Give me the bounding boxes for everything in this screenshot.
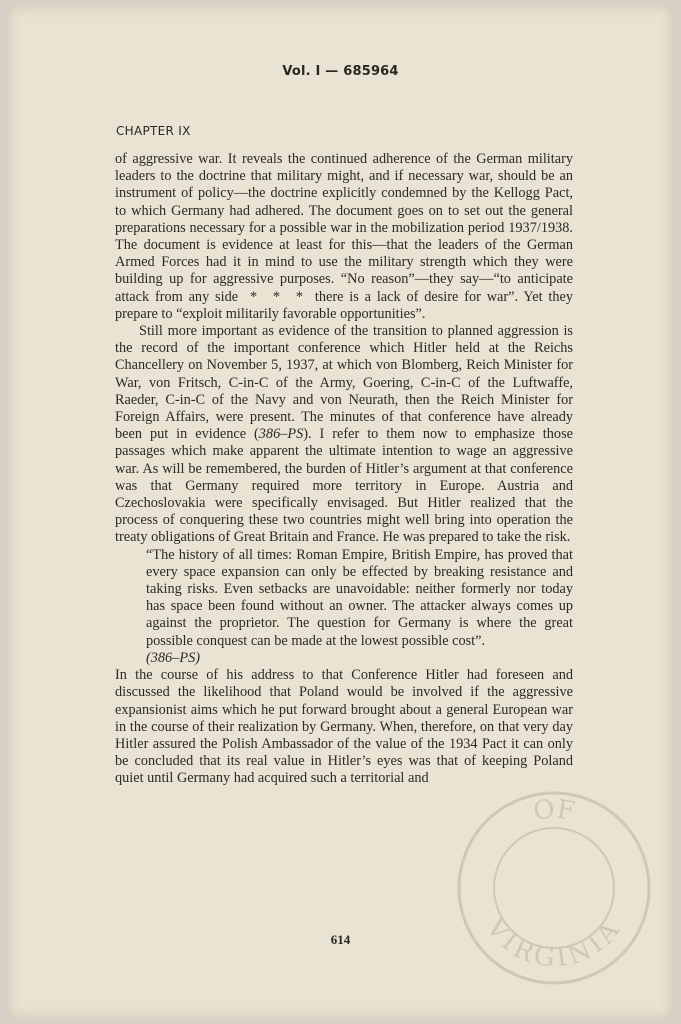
quote-text: “The history of all times: Roman Empire, British Empire, has proved that every space expansion can only be effected by breaking resistance and taking risks. Even setbacks are unavoidable: neither formerly nor today has space been found without an owner. The attacker always comes up against the proprietor. The question for Germany is where the great possible conquest can be made at the lowest possible cost”. <box>146 546 573 649</box>
running-head: Vol. I — 685964 <box>282 64 399 79</box>
block-quote <box>146 547 573 667</box>
ellipsis-stars: * * * <box>249 288 304 305</box>
document-reference: 386–PS <box>258 426 304 443</box>
page-number: 614 <box>330 932 351 947</box>
chapter-heading: CHAPTER IX <box>116 124 191 138</box>
paragraph-text: there is a lack of desire for war”. Yet they prepare to “exploit militarily favorable opportunities”. <box>115 288 573 322</box>
paragraph: In the course of his address to that Conference Hitler had foreseen and discussed the likelihood that Poland would be involved if the aggressive expansionist aims which he put forward brought about a general European war in the course of their realization by Germany. When, therefore, on that very day Hitler assured the Polish Ambassador of the value of the 1934 Pact it can only be concluded that its real value in Hitler’s eyes was that of keeping Poland quiet until Germany had acquired such a territorial and <box>115 667 573 787</box>
seal-text-bottom: VIRGINIA <box>480 913 628 974</box>
paragraph-text: ). I refer to them now to emphasize those passages which make apparent the ultimate intention to wage an aggressive war. As will be remembered, the burden of Hitler’s argument at that conference was that Germany required more territory in Europe. Austria and Czechoslovakia were specifically envisaged. But Hitler realized that the process of conquering these two countries might well bring into operation the treaty obligations of Great Britain and France. He was prepared to take the risk. <box>115 426 573 546</box>
paragraph-text: Still more important as evidence of the transition to planned aggression is the record of the important conference which Hitler held at the Reichs Chancellery on November 5, 1937, at which von Blomberg, Reich Minister for War, von Fritsch, C-in-C of the Army, Goering, C-in-C of the Luftwaffe, Raeder, C-in-C of the Navy and von Neurath, then the Reich Minister for Foreign Affairs, were present. The minutes of that conference have already been put in evidence ( <box>115 323 573 443</box>
paragraph-text: of aggressive war. It reveals the continued adherence of the German military leaders to the doctrine that military might, and if necessary war, should be an instrument of policy—the doctrine explicitly condemned by the Kellogg Pact, to which Germany had adhered. The document goes on to set out the general preparations necessary for a possible war in the mobilization period 1937/1938. The document is evidence at least for this—that the leaders of the German Armed Forces had it in mind to use the military strength which they were building up for aggressive purposes. “No reason”—they say—“to anticipate attack from any side <box>115 151 573 305</box>
document-page <box>8 6 673 1018</box>
quote-reference: (386–PS) <box>146 649 200 666</box>
university-seal-watermark <box>454 788 654 988</box>
body-text <box>115 151 573 788</box>
seal-text-top: OF <box>531 794 577 828</box>
paragraph <box>115 323 573 547</box>
paragraph-continued <box>115 151 573 323</box>
